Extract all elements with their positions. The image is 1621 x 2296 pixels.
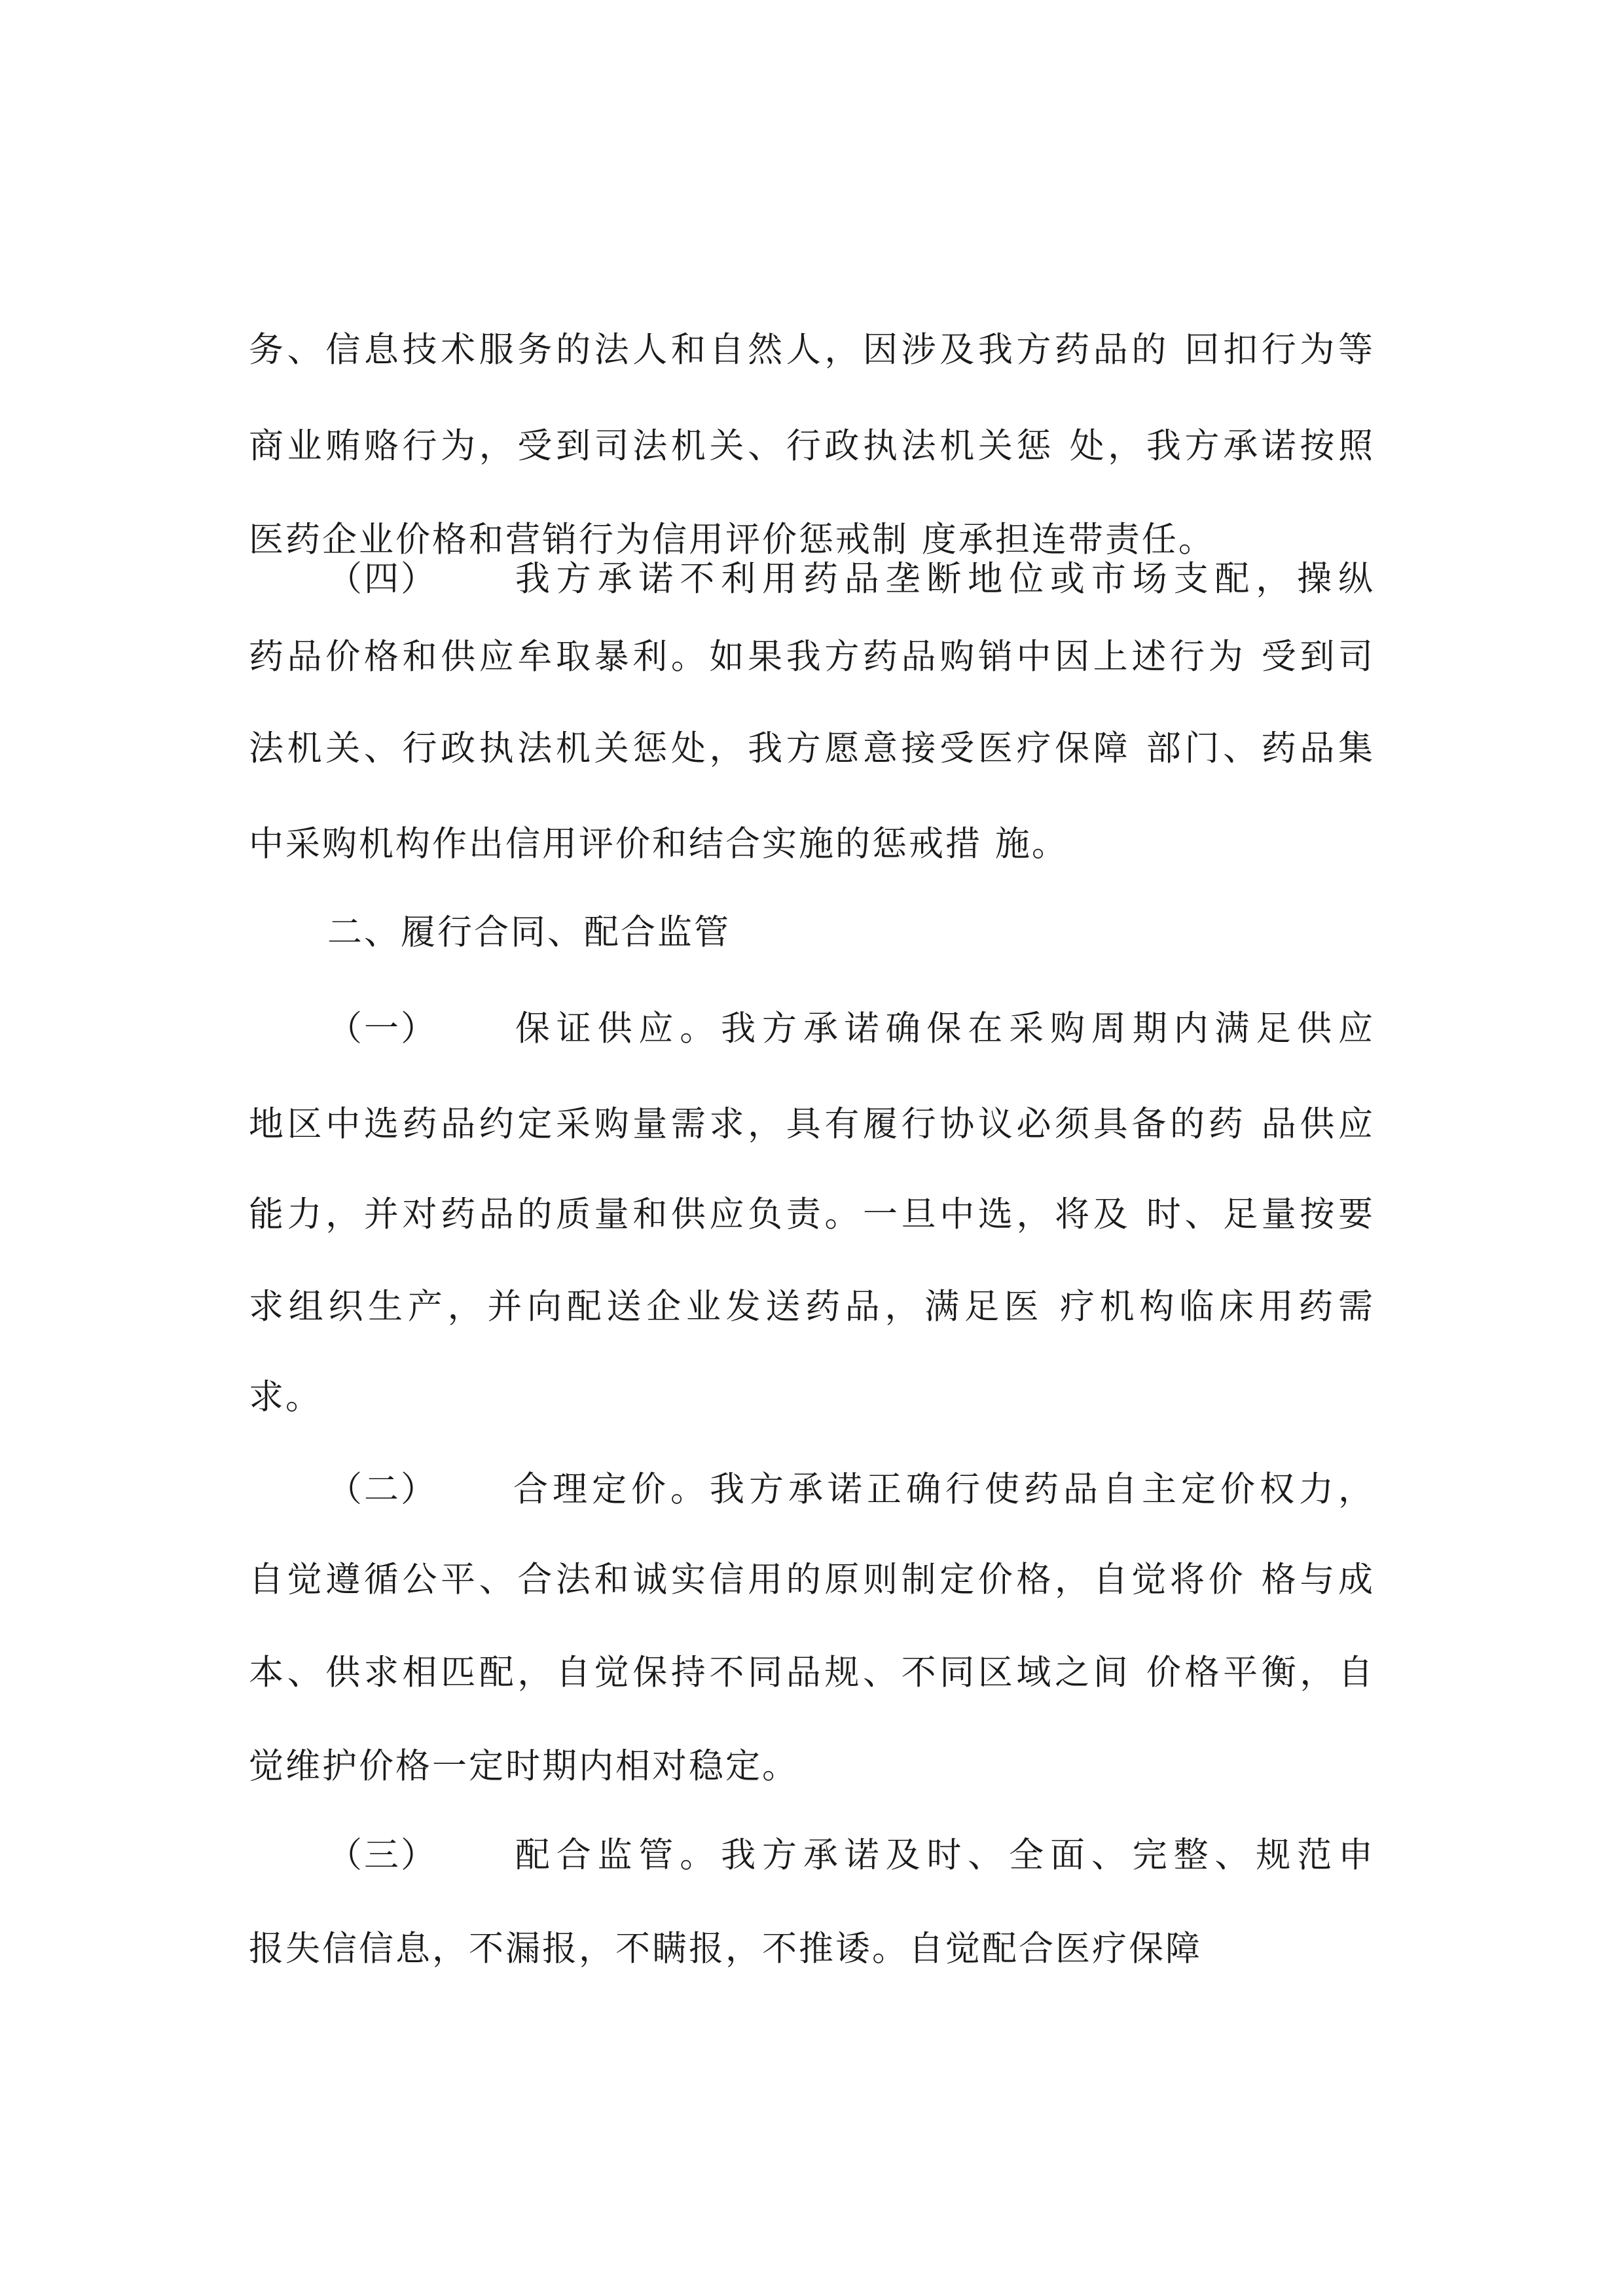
text-line: 医药企业价格和营销行为信用评价惩戒制 度承担连带责任。: [249, 520, 1215, 560]
text-line: 药品价格和供应牟取暴利。如果我方药品购销中因上述行为 受到司: [249, 637, 1375, 677]
paragraph-marker: （二）: [327, 1469, 437, 1509]
text-line: 地区中选药品约定采购量需求，具有履行协议必须具备的药 品供应: [249, 1104, 1375, 1144]
paragraph-marker: （三）: [327, 1835, 437, 1875]
text-segment: 合理定价。我方承诺正确行使药品自主定价权力，: [511, 1469, 1375, 1509]
text-line: 能力，并对药品的质量和供应负责。一旦中选，将及 时、足量按要: [249, 1194, 1375, 1234]
paragraph-first-line: [327, 1009, 1375, 1049]
text-line: 务、信息技术服务的法人和自然人，因涉及我方药品的 回扣行为等: [249, 330, 1375, 370]
text-line: 觉维护价格一定时期内相对稳定。: [249, 1746, 799, 1786]
text-line: 求组织生产，并向配送企业发送药品，满足医 疗机构临床用药需: [249, 1287, 1375, 1327]
text-segment: 配合监管。我方承诺及时、全面、完整、规范申: [511, 1835, 1375, 1875]
paragraph-first-line: [327, 559, 1375, 599]
section-heading: 二、履行合同、配合监管: [327, 912, 731, 952]
text-segment: 我方承诺不利用药品垄断地位或市场支配，操纵: [511, 559, 1375, 599]
text-line: 报失信信息，不漏报，不瞒报，不推诿。自觉配合医疗保障: [249, 1929, 1202, 1969]
paragraph-first-line: [327, 1835, 1375, 1875]
text-line: 法机关、行政执法机关惩处，我方愿意接受医疗保障 部门、药品集: [249, 728, 1375, 768]
text-line: 本、供求相匹配，自觉保持不同品规、不同区域之间 价格平衡，自: [249, 1653, 1375, 1693]
text-line: 求。: [249, 1377, 322, 1417]
text-line: 自觉遵循公平、合法和诚实信用的原则制定价格，自觉将价 格与成: [249, 1560, 1375, 1600]
paragraph-marker: （四）: [327, 559, 437, 599]
paragraph-marker: （一）: [327, 1009, 437, 1049]
text-segment: 保证供应。我方承诺确保在采购周期内满足供应: [511, 1009, 1375, 1049]
text-line: 中采购机构作出信用评价和结合实施的惩戒措 施。: [249, 824, 1068, 864]
text-line: 商业贿赂行为，受到司法机关、行政执法机关惩 处，我方承诺按照: [249, 426, 1375, 466]
paragraph-first-line: [327, 1469, 1375, 1509]
